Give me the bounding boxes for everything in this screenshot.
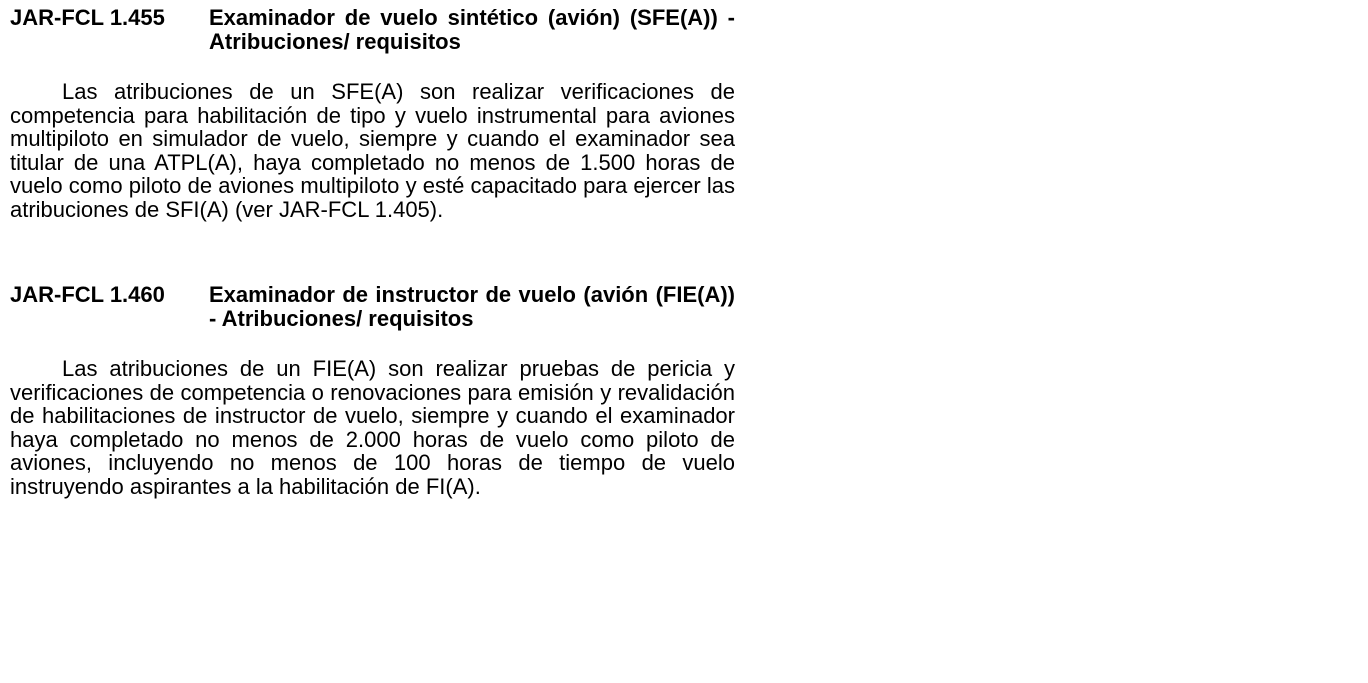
section-code: JAR-FCL 1.460 [10,282,165,307]
section-body-1455: Las atribuciones de un SFE(A) son realizar verificaciones de competencia para habilitación de tipo y vuelo instrumental para aviones multipiloto en simulador de vuelo, siempre y cuando el examinador sea titular de una ATPL(A), haya completado no menos de 1.500 horas de vuelo como piloto de aviones multipiloto y esté capacitado para ejercer las atribuciones de SFI(A) (ver JAR-FCL 1.405). [10,79,735,222]
section-code: JAR-FCL 1.455 [10,5,165,30]
section-title: Examinador de instructor de vuelo (avión (FIE(A)) - Atribuciones/ requisitos [209,282,735,331]
section-heading-1455 [10,6,735,54]
section-body-1460: Las atribuciones de un FIE(A) son realizar pruebas de pericia y verificaciones de competencia o renovaciones para emisión y revalidación de habilitaciones de instructor de vuelo, siempre y cuando el examinador haya completado no menos de 2.000 horas de vuelo como piloto de aviones, incluyendo no menos de 100 horas de tiempo de vuelo instruyendo aspirantes a la habilitación de FI(A). [10,356,735,499]
section-heading-1460 [10,283,735,331]
document-page [10,6,735,498]
section-title: Examinador de vuelo sintético (avión) (SFE(A)) - Atribuciones/ requisitos [209,5,735,54]
